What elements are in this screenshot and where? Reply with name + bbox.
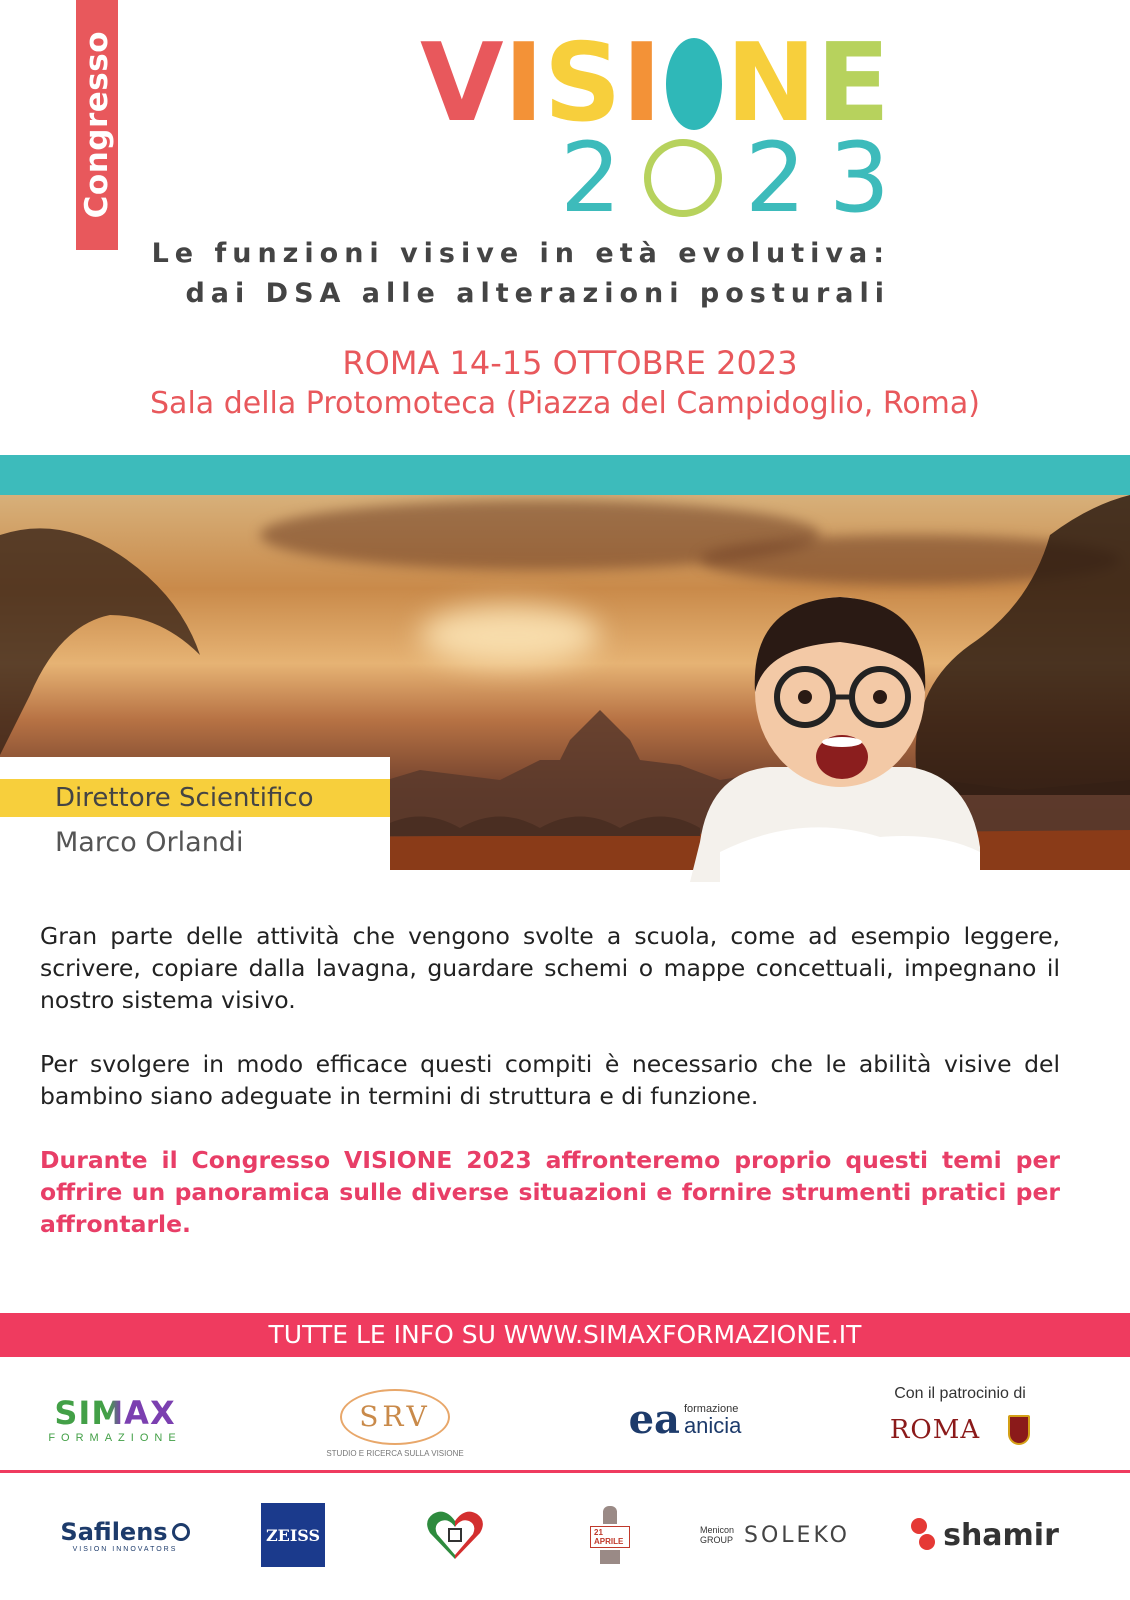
srv-text: SRV <box>359 1400 431 1433</box>
column-base-icon <box>600 1550 620 1564</box>
simax-logo[interactable] <box>50 1380 180 1460</box>
director-box <box>0 757 390 877</box>
safilens-logo[interactable] <box>60 1510 190 1560</box>
year-circle-0 <box>644 139 722 217</box>
sponsors-row-organizers <box>0 1370 1130 1470</box>
roma-shield-icon <box>1008 1415 1030 1445</box>
logo-letter-i2: I <box>621 21 662 146</box>
sponsor-divider <box>0 1470 1130 1473</box>
simax-sub: FORMAZIONE <box>48 1431 182 1444</box>
congress-subtitle <box>152 234 890 314</box>
simax-text: SIMAX <box>54 1393 176 1432</box>
teal-band <box>0 455 1130 495</box>
heart-icon <box>425 1509 485 1561</box>
logo-circle-o <box>666 38 722 130</box>
logo-letter-i: I <box>503 21 544 146</box>
shamir-icon <box>911 1518 937 1552</box>
roma-text: ROMA <box>889 1415 981 1445</box>
safilens-icon <box>172 1523 190 1541</box>
anicia-big: anicia <box>683 1412 742 1438</box>
body-text <box>40 920 1060 1272</box>
srv-logo[interactable] <box>325 1378 465 1468</box>
aprile-logo[interactable] <box>585 1498 635 1572</box>
patronage-roma <box>860 1375 1060 1455</box>
year-digit-2: 2 <box>560 122 622 234</box>
shamir-logo[interactable] <box>910 1505 1060 1565</box>
director-label: Direttore Scientifico <box>0 779 390 817</box>
event-venue: Sala della Protomoteca (Piazza del Campidoglio, Roma) <box>150 386 980 421</box>
logo-letter-s: S <box>543 21 622 146</box>
anicia-logo[interactable] <box>620 1390 750 1450</box>
logo-letter-e: E <box>816 21 890 146</box>
column-icon <box>603 1506 617 1524</box>
congress-side-tab <box>76 0 118 250</box>
side-tab-label: Congresso <box>79 31 115 219</box>
soleko-text: SOLEKO <box>744 1522 850 1548</box>
anicia-small: formazione <box>683 1402 739 1415</box>
menicon-text: Menicon GROUP <box>700 1525 735 1545</box>
event-date: ROMA 14-15 OTTOBRE 2023 <box>342 344 798 382</box>
year-digit-3: 3 <box>828 122 890 234</box>
year-digit-2b: 2 <box>744 122 806 234</box>
shamir-text: shamir <box>943 1517 1059 1553</box>
srv-eye-icon <box>340 1389 450 1445</box>
left-tree <box>0 495 300 755</box>
paragraph-highlight: Durante il Congresso VISIONE 2023 affronteremo proprio questi temi per offrire un panoramica sulle diverse situazioni e fornire strumenti pratici per affrontarle. <box>40 1146 1060 1238</box>
simax-wordmark <box>54 1393 176 1432</box>
patronage-label: Con il patrocinio di <box>894 1385 1026 1402</box>
paragraph-1: Gran parte delle attività che vengono svolte a scuola, come ad esempio leggere, scrivere, copiare dalla lavagna, guardare schemi o mappe concettuali, impegnano il nostro sistema visivo. <box>40 922 1060 1014</box>
safilens-sub: VISION INNOVATORS <box>72 1545 178 1553</box>
sun-glow <box>420 605 600 665</box>
safilens-text: Safilens <box>60 1517 168 1546</box>
sponsors-row-partners <box>0 1490 1130 1580</box>
info-bar-link[interactable]: TUTTE LE INFO SU WWW.SIMAXFORMAZIONE.IT <box>0 1313 1130 1357</box>
subtitle-line-2: dai DSA alle alterazioni posturali <box>185 278 890 309</box>
subtitle-line-1: Le funzioni visive in età evolutiva: <box>151 238 890 269</box>
logo-letter-n: N <box>725 21 817 146</box>
soleko-logo[interactable] <box>700 1510 850 1560</box>
srv-sub: STUDIO E RICERCA SULLA VISIONE <box>326 1448 464 1458</box>
child-with-glasses-image <box>680 592 990 902</box>
logo-year <box>560 122 890 234</box>
zeiss-mark: ZEISS <box>261 1503 325 1567</box>
director-name: Marco Orlandi <box>55 827 244 858</box>
visione-logo <box>420 21 890 146</box>
logo-letter-v: V <box>420 21 504 146</box>
aprile-text: 21 APRILE <box>590 1526 630 1548</box>
ea-mark: ea <box>628 1396 680 1443</box>
italian-heart-logo[interactable] <box>420 1505 490 1565</box>
paragraph-2: Per svolgere in modo efficace questi compiti è necessario che le abilità visive del bambino siano adeguate in termini di struttura e di funzione. <box>40 1050 1060 1110</box>
zeiss-logo[interactable] <box>258 1500 328 1570</box>
